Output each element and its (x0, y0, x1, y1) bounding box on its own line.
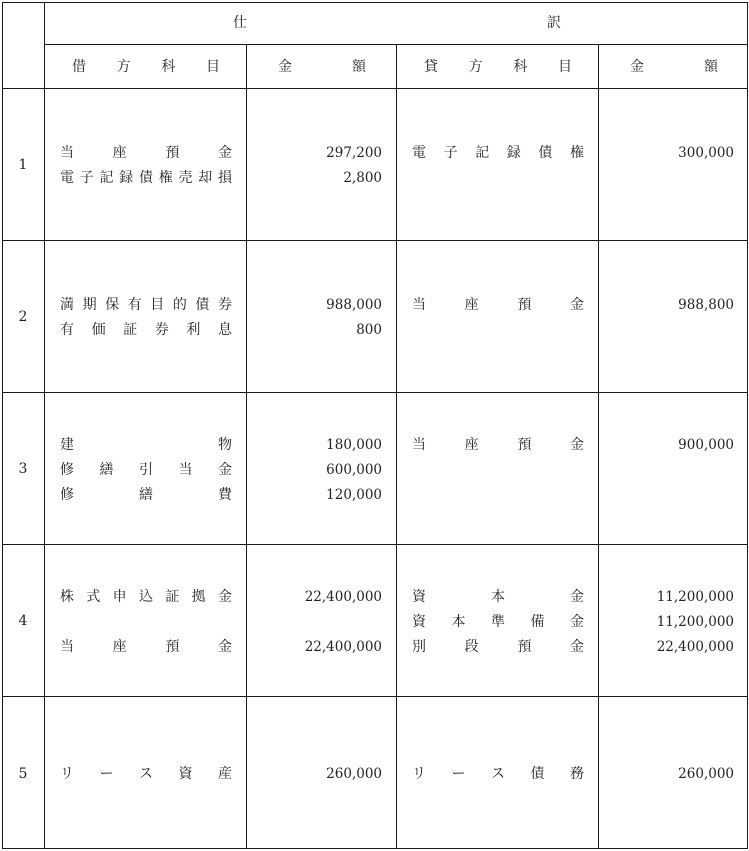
credit-amount: 11,200,000 (656, 614, 734, 630)
center-line (396, 44, 397, 849)
debit-amount: 120,000 (326, 487, 382, 503)
credit-amount: 988,800 (678, 297, 734, 313)
header-yaku: 訳 (547, 15, 561, 31)
credit-amount: 300,000 (678, 145, 734, 161)
debit-amount: 800 (356, 322, 382, 338)
debit-account: 建 物 (60, 437, 232, 453)
credit-amount: 11,200,000 (656, 589, 734, 605)
header-debit-amount: 金 額 (278, 59, 366, 75)
debit-amount: 22,400,000 (304, 639, 382, 655)
row-number: 5 (18, 766, 28, 782)
row-number: 2 (18, 309, 28, 325)
row-divider-4 (2, 696, 748, 697)
debit-amount: 2,800 (343, 170, 382, 186)
debit-amount: 600,000 (326, 462, 382, 478)
header-credit-account: 貸 方 科 目 (424, 59, 572, 75)
debit-account: 電 子 記 録 債 権 売 却 損 (60, 170, 232, 186)
row-number: 1 (18, 157, 28, 173)
credit-account: リ ー ス 債 務 (412, 766, 584, 782)
debit-amount: 988,000 (326, 297, 382, 313)
debit-amount: 260,000 (326, 766, 382, 782)
table-border-bottom (2, 848, 748, 849)
credit-account: 電 子 記 録 債 権 (412, 145, 584, 161)
number-column-line (44, 2, 45, 849)
credit-amount: 260,000 (678, 766, 734, 782)
credit-account: 資 本 金 (412, 589, 584, 605)
credit-account: 資 本 準 備 金 (412, 614, 584, 630)
debit-amount-line (246, 44, 247, 849)
header-credit-amount: 金 額 (630, 59, 718, 75)
table-border-left (2, 2, 3, 849)
row-divider-3 (2, 544, 748, 545)
debit-amount: 22,400,000 (304, 589, 382, 605)
table-border-right (747, 2, 748, 849)
row-number: 3 (18, 461, 28, 477)
debit-amount: 180,000 (326, 437, 382, 453)
header-bottom-line (2, 88, 748, 89)
debit-amount: 297,200 (326, 145, 382, 161)
debit-account: 修 繕 費 (60, 487, 232, 503)
credit-amount: 22,400,000 (656, 639, 734, 655)
row-number: 4 (18, 613, 28, 629)
debit-account: 当 座 預 金 (60, 639, 232, 655)
header-shi: 仕 (233, 15, 247, 31)
debit-account: 満 期 保 有 目 的 債 券 (60, 297, 232, 313)
credit-account: 別 段 預 金 (412, 639, 584, 655)
row-divider-2 (2, 392, 748, 393)
table-border-top (2, 2, 748, 3)
header-debit-account: 借 方 科 目 (72, 59, 220, 75)
credit-account: 当 座 預 金 (412, 297, 584, 313)
credit-amount-line (598, 44, 599, 849)
debit-account: 株 式 申 込 証 拠 金 (60, 589, 232, 605)
debit-account: リ ー ス 資 産 (60, 766, 232, 782)
credit-amount: 900,000 (678, 437, 734, 453)
debit-account: 当 座 預 金 (60, 145, 232, 161)
debit-account: 修 繕 引 当 金 (60, 462, 232, 478)
debit-account: 有 価 証 券 利 息 (60, 322, 232, 338)
credit-account: 当 座 預 金 (412, 437, 584, 453)
row-divider-1 (2, 240, 748, 241)
